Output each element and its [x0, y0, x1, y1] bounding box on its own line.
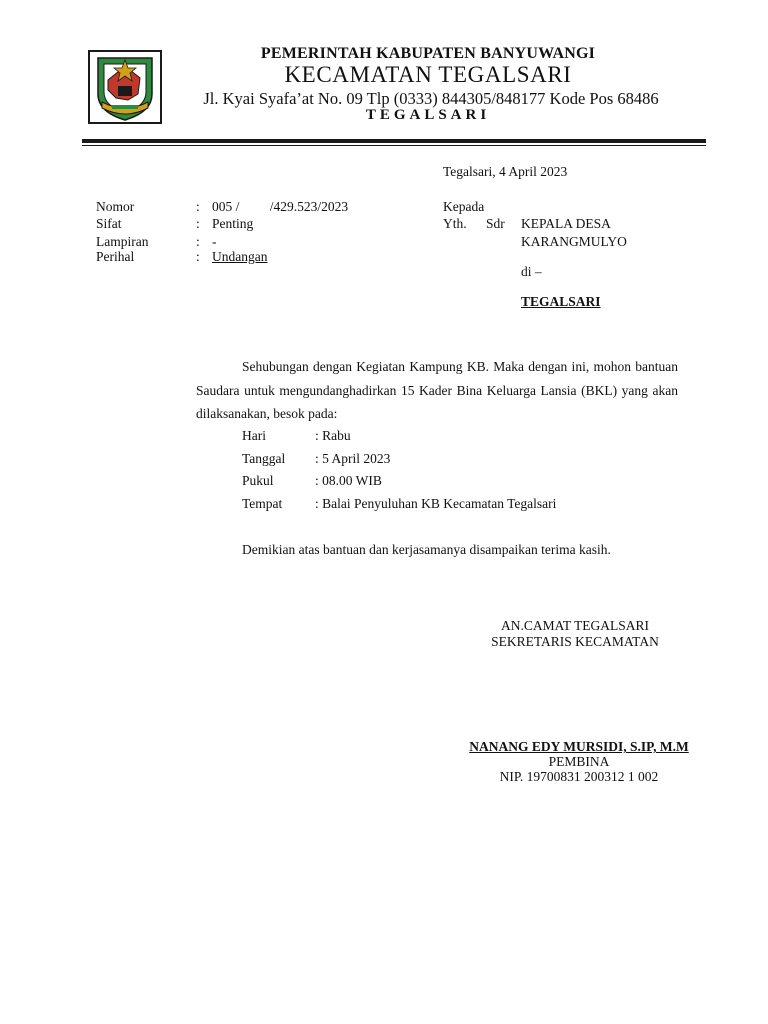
meta-value-sifat: Penting: [212, 216, 254, 231]
meta-value-lampiran: -: [212, 234, 217, 249]
recipient-yth: Yth.: [443, 216, 467, 231]
letterhead-divider-thin: [82, 145, 706, 146]
schedule-value-tanggal: : 5 April 2023: [315, 451, 391, 466]
recipient-place: TEGALSARI: [521, 294, 601, 309]
government-name: PEMERINTAH KABUPATEN BANYUWANGI: [260, 45, 596, 62]
schedule-value-tempat: : Balai Penyuluhan KB Kecamatan Tegalsari: [315, 496, 557, 511]
body-paragraph: [196, 355, 678, 426]
meta-label-sifat: Sifat: [96, 216, 122, 231]
meta-colon: :: [196, 216, 200, 231]
meta-colon: :: [196, 234, 200, 249]
recipient-sdr: Sdr: [486, 216, 505, 231]
meta-colon: :: [196, 249, 200, 264]
signature-title-line2: SEKRETARIS KECAMATAN: [491, 634, 659, 649]
meta-label-lampiran: Lampiran: [96, 234, 149, 249]
schedule-label-tanggal: Tanggal: [242, 451, 286, 466]
office-address: Jl. Kyai Syafa’at No. 09 Tlp (0333) 844305/848177 Kode Pos 68486: [203, 89, 659, 108]
recipient-name-line1: KEPALA DESA: [521, 216, 611, 231]
regency-logo-icon: [88, 50, 162, 124]
letter-date: Tegalsari, 4 April 2023: [443, 164, 568, 179]
signatory-name: NANANG EDY MURSIDI, S.IP, M.M: [469, 739, 689, 754]
signatory-nip: NIP. 19700831 200312 1 002: [499, 769, 659, 784]
recipient-kepada: Kepada: [443, 199, 485, 214]
recipient-di: di –: [521, 264, 542, 279]
meta-value-nomor: 005 / /429.523/2023: [212, 199, 349, 214]
meta-label-nomor: Nomor: [96, 199, 135, 214]
district-town: TEGALSARI: [365, 107, 491, 123]
schedule-label-tempat: Tempat: [242, 496, 283, 511]
letterhead-divider-thick: [82, 139, 706, 143]
district-name: KECAMATAN TEGALSARI: [284, 62, 572, 87]
schedule-value-hari: : Rabu: [315, 428, 351, 443]
body-paragraph-text: Sehubungan dengan Kegiatan Kampung KB. Maka dengan ini, mohon bantuan Saudara untuk mengundanghadirkan 15 Kader Bina Keluarga Lansia (BKL) yang akan dilaksanakan, besok pada:: [196, 359, 678, 421]
signatory-rank: PEMBINA: [548, 754, 610, 769]
meta-label-perihal: Perihal: [96, 249, 135, 264]
schedule-label-hari: Hari: [242, 428, 266, 443]
recipient-name-line2: KARANGMULYO: [521, 234, 627, 249]
meta-value-perihal: Undangan: [212, 249, 268, 264]
schedule-label-pukul: Pukul: [242, 473, 274, 488]
signature-title-line1: AN.CAMAT TEGALSARI: [500, 618, 649, 633]
closing-sentence: Demikian atas bantuan dan kerjasamanya disampaikan terima kasih.: [242, 542, 611, 557]
schedule-value-pukul: : 08.00 WIB: [315, 473, 382, 488]
meta-colon: :: [196, 199, 200, 214]
